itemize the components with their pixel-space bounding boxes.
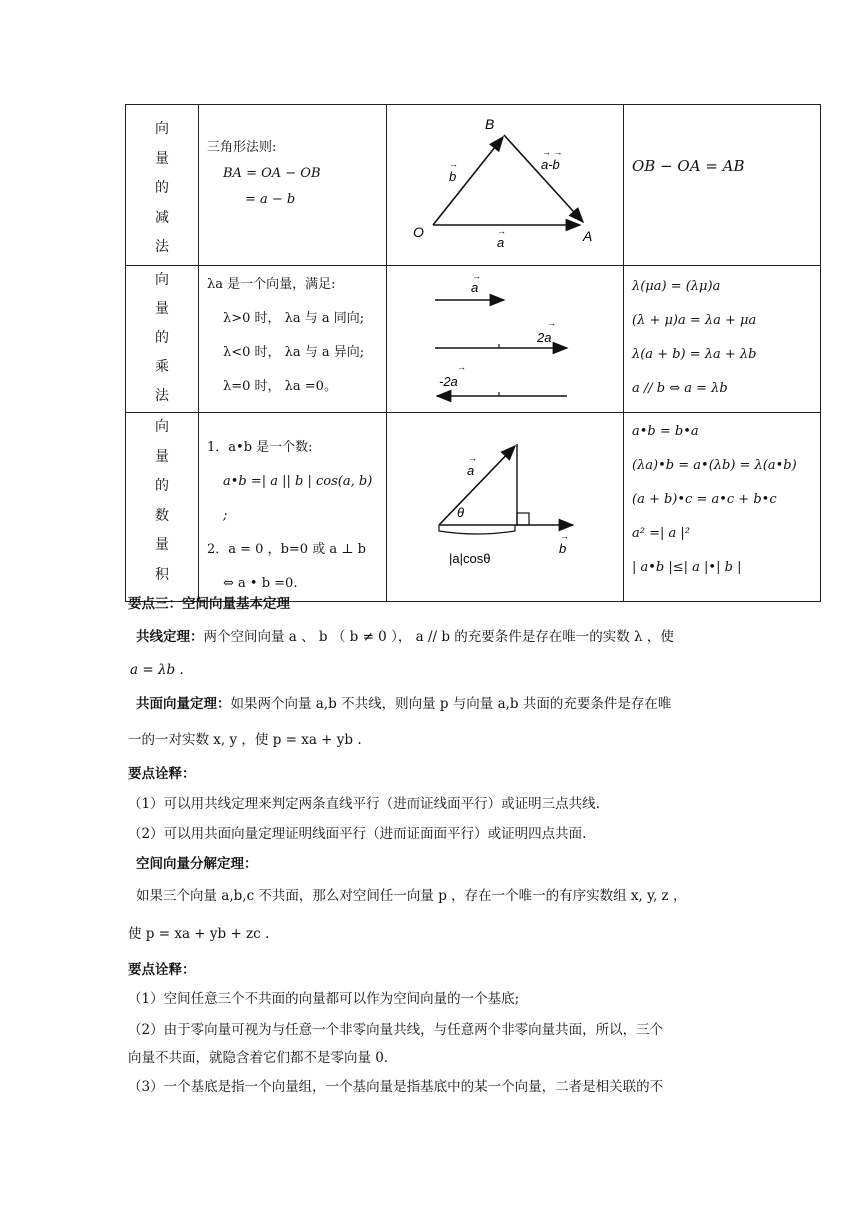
- label-char: 的: [155, 330, 169, 346]
- vector-operations-table: [125, 104, 821, 602]
- notes2-item-2-cont: 向量不共面，就隐含着它们都不是零向量 0.: [128, 1050, 389, 1066]
- figure-cell: [387, 266, 624, 413]
- law-line: (λa)•b = a•(λb) = λ(a•b): [632, 458, 797, 473]
- label-char: 量: [155, 150, 169, 167]
- label-char: 乘: [155, 359, 169, 375]
- notes2-item-2: （2）由于零向量可视为与任意一个非零向量共线，与任意两个非零向量共面，所以，三个: [128, 1022, 664, 1038]
- collinear-paragraph: [136, 627, 746, 647]
- row-label-cell: [126, 266, 199, 413]
- figure-cell: [387, 105, 624, 266]
- right-angle-mark: [517, 513, 529, 525]
- label-char: 向: [155, 272, 169, 288]
- definition-cell: [199, 413, 387, 602]
- vector-neg-2a-label: -2a: [439, 374, 458, 389]
- dot-product-figure: [387, 413, 623, 593]
- law-line: a // b ⇔ a = λb: [632, 381, 728, 396]
- label-char: 量: [155, 448, 169, 465]
- label-char: 法: [155, 239, 169, 255]
- label-char: 积: [155, 566, 169, 583]
- decomp-title: 空间向量分解定理：: [136, 856, 258, 872]
- coplanar-text: 如果两个向量 a,b 不共线，则向量 p 与向量 a,b 共面的充要条件是存在唯: [230, 696, 672, 712]
- notes1-item-1: （1）可以用共线定理来判定两条直线平行（进而证线面平行）或证明三点共线.: [128, 796, 600, 812]
- vector-a-arrow: [439, 446, 515, 525]
- law-line: a² =| a |²: [632, 526, 690, 541]
- vector-a-label: a: [467, 463, 475, 478]
- figure-cell: [387, 413, 624, 602]
- label-char: 减: [155, 209, 169, 226]
- row-label-multiplication: [126, 266, 198, 411]
- law-line: λ(a + b) = λa + λb: [632, 347, 757, 362]
- row-label-subtraction: [126, 105, 198, 263]
- rule-cell: [199, 105, 387, 266]
- vector-a-minus-b-label: a-b: [541, 157, 560, 172]
- arrow-glyph: →: [457, 362, 466, 372]
- rule-line-1: BA = OA − OB: [223, 166, 321, 181]
- rule-title: 三角形法则:: [207, 140, 277, 155]
- subtraction-formula: OB − OA = AB: [632, 157, 745, 175]
- arrow-glyph: →: [472, 271, 481, 281]
- multiplication-laws: [624, 266, 820, 406]
- theta-label: θ: [457, 505, 465, 520]
- collinear-label: 共线定理：: [136, 629, 204, 645]
- point-o-label: O: [413, 224, 424, 240]
- label-char: 的: [155, 180, 169, 196]
- projection-brace: [439, 525, 515, 534]
- row-label-cell: [126, 105, 199, 266]
- label-char: 的: [155, 478, 169, 494]
- def-line-2: λ>0 时， λa 与 a 同向;: [223, 311, 365, 326]
- formula-cell: [624, 105, 821, 266]
- def-line-3: 2．a = 0 ，b=0 或 a ⊥ b: [207, 542, 366, 557]
- label-char: 向: [155, 121, 169, 137]
- label-char: 法: [155, 388, 169, 404]
- arrow-glyph: → →: [542, 147, 563, 157]
- arrow-glyph: →: [497, 226, 506, 236]
- row-label-dot-product: [126, 413, 198, 590]
- law-line: | a•b |≤| a |•| b |: [632, 560, 742, 575]
- definition-cell: [199, 266, 387, 413]
- collinear-text: 两个空间向量 a 、 b （ b ≠ 0 ）， a // b 的充要条件是存在唯一的实数 λ ，使: [203, 629, 674, 645]
- coplanar-label: 共面向量定理：: [136, 696, 231, 712]
- scalar-multiplication-figure: [387, 266, 623, 412]
- coplanar-paragraph: [136, 694, 746, 714]
- label-char: 数: [155, 507, 169, 524]
- laws-cell: [624, 266, 821, 413]
- law-line: (a + b)•c = a•c + b•c: [632, 492, 777, 507]
- def-line-1: λa 是一个向量，满足:: [207, 277, 336, 292]
- coplanar-text-line2: 一的一对实数 x, y ，使 p = xa + yb .: [128, 732, 362, 748]
- notes1-item-2: （2）可以用共面向量定理证明线面平行（进而证面面平行）或证明四点共面.: [128, 826, 587, 842]
- def-line-4: ⇔ a • b =0.: [223, 576, 298, 591]
- projection-label: |a|cosθ: [449, 551, 491, 566]
- point-b-label: B: [485, 116, 495, 132]
- arrow-glyph: →: [449, 159, 458, 169]
- decomp-text: 如果三个向量 a,b,c 不共面，那么对空间任一向量 p ，存在一个唯一的有序实数组 x, y, z ，: [136, 888, 687, 904]
- triangle-subtraction-figure: [387, 105, 623, 265]
- arrow-glyph: →: [547, 318, 556, 328]
- decomp-formula: 使 p = xa + yb + zc .: [128, 926, 270, 942]
- rule-line-2: = a − b: [245, 192, 296, 207]
- law-line: λ(μa) = (λμ)a: [632, 279, 721, 294]
- law-line: (λ + μ)a = λa + μa: [632, 313, 757, 328]
- vector-2a-label: 2a: [537, 330, 552, 345]
- collinear-formula: a = λb .: [130, 662, 184, 678]
- row-label-cell: [126, 413, 199, 602]
- table-row-dot-product: [126, 413, 821, 602]
- dot-product-laws: [624, 413, 820, 585]
- table-row-multiplication: [126, 266, 821, 413]
- notes2-item-1: （1）空间任意三个不共面的向量都可以作为空间向量的一个基底;: [128, 991, 520, 1007]
- point-a-label: A: [583, 228, 593, 244]
- def-line-4: λ=0 时， λa =0。: [223, 379, 337, 394]
- notes1-title: 要点诠释：: [128, 766, 196, 782]
- notes2-item-3: （3）一个基底是指一个向量组，一个基向量是指基底中的某一个向量，二者是相关联的不: [128, 1079, 664, 1095]
- vector-b-arrow: [433, 137, 503, 225]
- def-line-3: λ<0 时， λa 与 a 异向;: [223, 345, 365, 360]
- table-row-subtraction: [126, 105, 821, 266]
- notes2-title: 要点诠释：: [128, 962, 196, 978]
- arrow-glyph: →: [560, 531, 569, 541]
- label-char: 量: [155, 301, 169, 317]
- def-line-1: 1．a•b 是一个数:: [207, 440, 313, 455]
- vector-b-label: b: [449, 169, 457, 184]
- law-line: a•b = b•a: [632, 424, 699, 439]
- laws-cell: [624, 413, 821, 602]
- vector-b-label: b: [559, 541, 567, 556]
- vector-a-label: a: [497, 235, 505, 250]
- section-title-point3: 要点三：空间向量基本定理: [128, 596, 290, 612]
- def-line-2: a•b =| a || b | cos(a, b) ;: [223, 474, 373, 523]
- label-char: 量: [155, 537, 169, 553]
- vector-a-label: a: [471, 280, 479, 295]
- label-char: 向: [155, 419, 169, 435]
- arrow-glyph: →: [468, 453, 477, 463]
